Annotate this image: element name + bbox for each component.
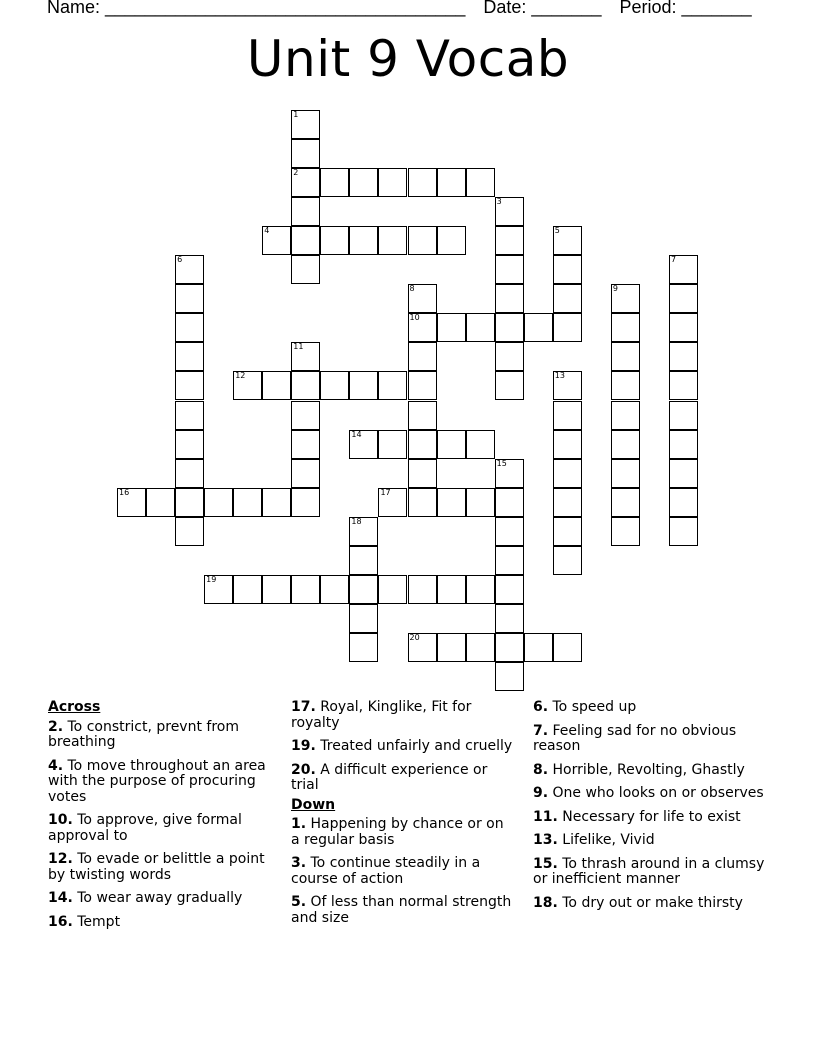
crossword-cell[interactable] xyxy=(175,313,204,342)
crossword-cell[interactable] xyxy=(408,488,437,517)
clue-number: 20 xyxy=(409,632,420,642)
clue-number: 16 xyxy=(119,487,130,497)
clue-text: Happening by chance or on a regular basis xyxy=(291,816,504,848)
crossword-cell[interactable] xyxy=(466,430,495,459)
crossword-cell[interactable] xyxy=(553,255,582,284)
crossword-cell[interactable] xyxy=(320,168,349,197)
crossword-cell[interactable] xyxy=(349,371,378,400)
crossword-cell[interactable] xyxy=(291,430,320,459)
clue-item xyxy=(291,739,516,755)
crossword-cell[interactable] xyxy=(291,488,320,517)
crossword-cell[interactable] xyxy=(349,546,378,575)
across-clue-list-continued xyxy=(291,700,516,794)
crossword-cell[interactable] xyxy=(553,546,582,575)
crossword-cell[interactable] xyxy=(495,575,524,604)
crossword-cell[interactable] xyxy=(669,459,698,488)
crossword-cell[interactable] xyxy=(553,459,582,488)
clue-item xyxy=(291,895,516,926)
clue-number-label: 11. xyxy=(533,808,558,825)
clue-number: 10 xyxy=(409,313,420,323)
crossword-cell[interactable] xyxy=(437,430,466,459)
crossword-cell[interactable] xyxy=(495,546,524,575)
down-clue-list-continued xyxy=(533,700,768,911)
crossword-cell[interactable] xyxy=(669,342,698,371)
crossword-cell[interactable] xyxy=(378,226,407,255)
crossword-cell[interactable] xyxy=(175,517,204,546)
name-field[interactable]: Name: ____________________________________ xyxy=(47,0,466,17)
crossword-cell[interactable] xyxy=(291,371,320,400)
crossword-cell[interactable] xyxy=(553,633,582,662)
clue-text: Tempt xyxy=(72,913,121,930)
crossword-cell[interactable] xyxy=(408,459,437,488)
crossword-cell[interactable] xyxy=(291,255,320,284)
clue-number-label: 16. xyxy=(48,913,73,930)
crossword-cell[interactable] xyxy=(320,226,349,255)
crossword-cell[interactable] xyxy=(553,430,582,459)
crossword-cell[interactable] xyxy=(320,371,349,400)
clue-text: To thrash around in a clumsy or inefficient manner xyxy=(533,855,765,887)
crossword-cell[interactable] xyxy=(466,488,495,517)
crossword-cell[interactable] xyxy=(146,488,175,517)
crossword-cell[interactable] xyxy=(349,633,378,662)
crossword-cell[interactable] xyxy=(466,633,495,662)
clue-item xyxy=(48,852,273,883)
crossword-cell[interactable] xyxy=(495,662,524,691)
clue-item xyxy=(291,763,516,794)
clue-item xyxy=(291,817,516,848)
crossword-cell[interactable] xyxy=(553,226,582,255)
clue-number: 19 xyxy=(206,574,217,584)
crossword-cell[interactable] xyxy=(291,459,320,488)
crossword-cell[interactable] xyxy=(611,401,640,430)
clue-item xyxy=(533,763,768,779)
clue-number-label: 7. xyxy=(533,722,549,739)
crossword-cell[interactable] xyxy=(553,284,582,313)
clue-text: To wear away gradually xyxy=(72,890,243,906)
clue-text: Feeling sad for no obvious reason xyxy=(533,722,737,754)
clue-text: Treated unfairly and cruelly xyxy=(315,738,513,754)
crossword-cell[interactable] xyxy=(291,401,320,430)
clue-text: To constrict, prevnt from breathing xyxy=(48,718,239,750)
clue-item xyxy=(291,700,516,731)
crossword-cell[interactable] xyxy=(349,517,378,546)
clue-number: 8 xyxy=(409,284,415,294)
crossword-cell[interactable] xyxy=(233,575,262,604)
clue-number-label: 1. xyxy=(291,816,307,832)
crossword-cell[interactable] xyxy=(669,517,698,546)
crossword-cell[interactable] xyxy=(437,168,466,197)
clue-text: Necessary for life to exist xyxy=(557,808,741,825)
crossword-cell[interactable] xyxy=(408,284,437,313)
clue-number-label: 3. xyxy=(291,855,307,871)
crossword-cell[interactable] xyxy=(291,110,320,139)
clue-text: Lifelike, Vivid xyxy=(557,832,655,848)
clue-item xyxy=(533,700,768,716)
crossword-cell[interactable] xyxy=(408,401,437,430)
crossword-cell[interactable] xyxy=(611,459,640,488)
crossword-cell[interactable] xyxy=(378,430,407,459)
crossword-cell[interactable] xyxy=(437,575,466,604)
clue-number: 13 xyxy=(554,371,565,381)
crossword-cell[interactable] xyxy=(669,401,698,430)
clue-item xyxy=(48,813,273,844)
clue-number: 4 xyxy=(264,226,270,236)
crossword-cell[interactable] xyxy=(437,226,466,255)
clue-item xyxy=(48,915,273,931)
crossword-cell[interactable] xyxy=(320,575,349,604)
clue-number-label: 17. xyxy=(291,699,316,715)
crossword-cell[interactable] xyxy=(495,371,524,400)
crossword-cell[interactable] xyxy=(611,517,640,546)
clue-text: To move throughout an area with the purpose of procuring votes xyxy=(48,757,266,805)
date-field[interactable]: Date: _______ xyxy=(483,0,602,17)
clue-item xyxy=(48,891,273,907)
clue-item xyxy=(48,759,273,806)
crossword-cell[interactable] xyxy=(204,575,233,604)
crossword-cell[interactable] xyxy=(553,401,582,430)
crossword-cell[interactable] xyxy=(495,488,524,517)
crossword-cell[interactable] xyxy=(378,575,407,604)
clue-number: 11 xyxy=(293,342,304,352)
crossword-cell[interactable] xyxy=(175,371,204,400)
clue-number-label: 19. xyxy=(291,738,316,754)
clue-number-label: 15. xyxy=(533,855,558,872)
crossword-cell[interactable] xyxy=(378,168,407,197)
crossword-cell[interactable] xyxy=(291,197,320,226)
clue-number: 12 xyxy=(235,371,246,381)
crossword-cell[interactable] xyxy=(233,371,262,400)
crossword-cell[interactable] xyxy=(175,284,204,313)
crossword-cell[interactable] xyxy=(233,488,262,517)
crossword-cell[interactable] xyxy=(408,313,437,342)
clue-number: 5 xyxy=(554,226,560,236)
across-clue-list xyxy=(48,720,273,931)
crossword-cell[interactable] xyxy=(553,517,582,546)
crossword-cell[interactable] xyxy=(553,313,582,342)
clue-text: To approve, give formal approval to xyxy=(48,812,242,844)
clues-column-2 xyxy=(291,700,516,934)
clue-number-label: 6. xyxy=(533,699,549,715)
crossword-cell[interactable] xyxy=(611,371,640,400)
clue-text: Royal, Kinglike, Fit for royalty xyxy=(291,699,472,731)
crossword-cell[interactable] xyxy=(466,575,495,604)
crossword-cell[interactable] xyxy=(262,371,291,400)
crossword-cell[interactable] xyxy=(291,168,320,197)
clue-text: To evade or belittle a point by twisting words xyxy=(48,851,265,883)
crossword-cell[interactable] xyxy=(291,139,320,168)
clue-item xyxy=(533,896,768,912)
crossword-cell[interactable] xyxy=(175,401,204,430)
crossword-cell[interactable] xyxy=(349,430,378,459)
crossword-cell[interactable] xyxy=(408,575,437,604)
clue-text: To continue steadily in a course of action xyxy=(291,855,481,887)
crossword-cell[interactable] xyxy=(495,313,524,342)
clue-number: 14 xyxy=(351,429,362,439)
clue-number: 18 xyxy=(351,516,362,526)
clue-text: To speed up xyxy=(548,699,637,715)
clue-number-label: 4. xyxy=(48,757,64,774)
crossword-cell[interactable] xyxy=(611,284,640,313)
clue-number: 9 xyxy=(612,284,618,294)
crossword-cell[interactable] xyxy=(262,226,291,255)
crossword-cell[interactable] xyxy=(291,342,320,371)
crossword-cell[interactable] xyxy=(495,633,524,662)
clue-number: 2 xyxy=(293,168,299,178)
clues-column-3 xyxy=(533,700,768,919)
clue-text: To dry out or make thirsty xyxy=(557,894,743,911)
clue-item xyxy=(291,856,516,887)
clue-item xyxy=(533,833,768,849)
crossword-cell[interactable] xyxy=(495,459,524,488)
clue-text: One who looks on or observes xyxy=(548,785,764,801)
clue-item xyxy=(533,857,768,888)
crossword-cell[interactable] xyxy=(117,488,146,517)
crossword-cell[interactable] xyxy=(408,430,437,459)
clue-number-label: 5. xyxy=(291,894,307,910)
crossword-cell[interactable] xyxy=(611,488,640,517)
clue-number: 7 xyxy=(670,255,677,265)
clue-number-label: 12. xyxy=(48,851,73,867)
down-heading: Down xyxy=(291,796,336,813)
down-clue-list xyxy=(291,817,516,926)
clue-number: 17 xyxy=(380,487,391,497)
crossword-cell[interactable] xyxy=(349,604,378,633)
crossword-cell[interactable] xyxy=(495,255,524,284)
clue-item xyxy=(48,720,273,751)
crossword-cell[interactable] xyxy=(262,488,291,517)
crossword-cell[interactable] xyxy=(378,488,407,517)
clue-text: A difficult experience or trial xyxy=(291,761,488,793)
crossword-cell[interactable] xyxy=(495,517,524,546)
clue-item xyxy=(533,724,768,755)
crossword-cell[interactable] xyxy=(204,488,233,517)
crossword-cell[interactable] xyxy=(553,488,582,517)
crossword-cell[interactable] xyxy=(408,633,437,662)
crossword-cell[interactable] xyxy=(495,604,524,633)
clue-number: 6 xyxy=(177,255,183,265)
crossword-cell[interactable] xyxy=(175,430,204,459)
crossword-cell[interactable] xyxy=(524,313,553,342)
crossword-cell[interactable] xyxy=(669,488,698,517)
crossword-cell[interactable] xyxy=(291,226,320,255)
clue-number-label: 18. xyxy=(533,894,558,911)
crossword-cell[interactable] xyxy=(408,342,437,371)
crossword-cell[interactable] xyxy=(669,255,698,284)
crossword-cell[interactable] xyxy=(175,255,204,284)
crossword-cell[interactable] xyxy=(175,459,204,488)
crossword-cell[interactable] xyxy=(495,284,524,313)
clue-number-label: 9. xyxy=(533,785,549,801)
clue-number-label: 20. xyxy=(291,761,316,778)
clue-item xyxy=(533,810,768,826)
crossword-cell[interactable] xyxy=(611,342,640,371)
crossword-cell[interactable] xyxy=(669,313,698,342)
crossword-cell[interactable] xyxy=(495,226,524,255)
page-title: Unit 9 Vocab xyxy=(246,30,570,88)
crossword-cell[interactable] xyxy=(669,430,698,459)
across-heading: Across xyxy=(48,699,101,715)
header-line xyxy=(47,0,770,18)
crossword-cell[interactable] xyxy=(349,575,378,604)
crossword-cell[interactable] xyxy=(349,226,378,255)
clue-number: 1 xyxy=(293,110,299,119)
crossword-cell[interactable] xyxy=(262,575,291,604)
clue-number-label: 2. xyxy=(48,718,64,735)
period-field[interactable]: Period: _______ xyxy=(619,0,752,17)
clue-item xyxy=(533,786,768,802)
crossword-cell[interactable] xyxy=(408,371,437,400)
crossword-cell[interactable] xyxy=(437,488,466,517)
crossword-cell[interactable] xyxy=(437,633,466,662)
crossword-cell[interactable] xyxy=(466,313,495,342)
crossword-cell[interactable] xyxy=(408,168,437,197)
clue-number-label: 10. xyxy=(48,812,73,828)
crossword-cell[interactable] xyxy=(408,226,437,255)
clue-number-label: 8. xyxy=(533,761,549,778)
crossword-cell[interactable] xyxy=(669,371,698,400)
crossword-cell[interactable] xyxy=(175,342,204,371)
crossword-cell[interactable] xyxy=(437,313,466,342)
crossword-cell[interactable] xyxy=(611,313,640,342)
clue-number-label: 14. xyxy=(48,890,73,906)
crossword-cell[interactable] xyxy=(466,168,495,197)
crossword-cell[interactable] xyxy=(175,488,204,517)
crossword-cell[interactable] xyxy=(495,197,524,226)
crossword-cell[interactable] xyxy=(349,168,378,197)
crossword-cell[interactable] xyxy=(378,371,407,400)
crossword-cell[interactable] xyxy=(524,633,553,662)
crossword-cell[interactable] xyxy=(553,371,582,400)
clue-number-label: 13. xyxy=(533,832,558,848)
clue-number: 3 xyxy=(496,197,502,207)
crossword-cell[interactable] xyxy=(611,430,640,459)
crossword-cell[interactable] xyxy=(669,284,698,313)
clue-text: Of less than normal strength and size xyxy=(291,894,512,926)
crossword-cell[interactable] xyxy=(291,575,320,604)
clues-column-1 xyxy=(48,700,273,938)
crossword-cell[interactable] xyxy=(495,342,524,371)
clue-number: 15 xyxy=(496,458,507,468)
clue-text: Horrible, Revolting, Ghastly xyxy=(548,761,745,778)
